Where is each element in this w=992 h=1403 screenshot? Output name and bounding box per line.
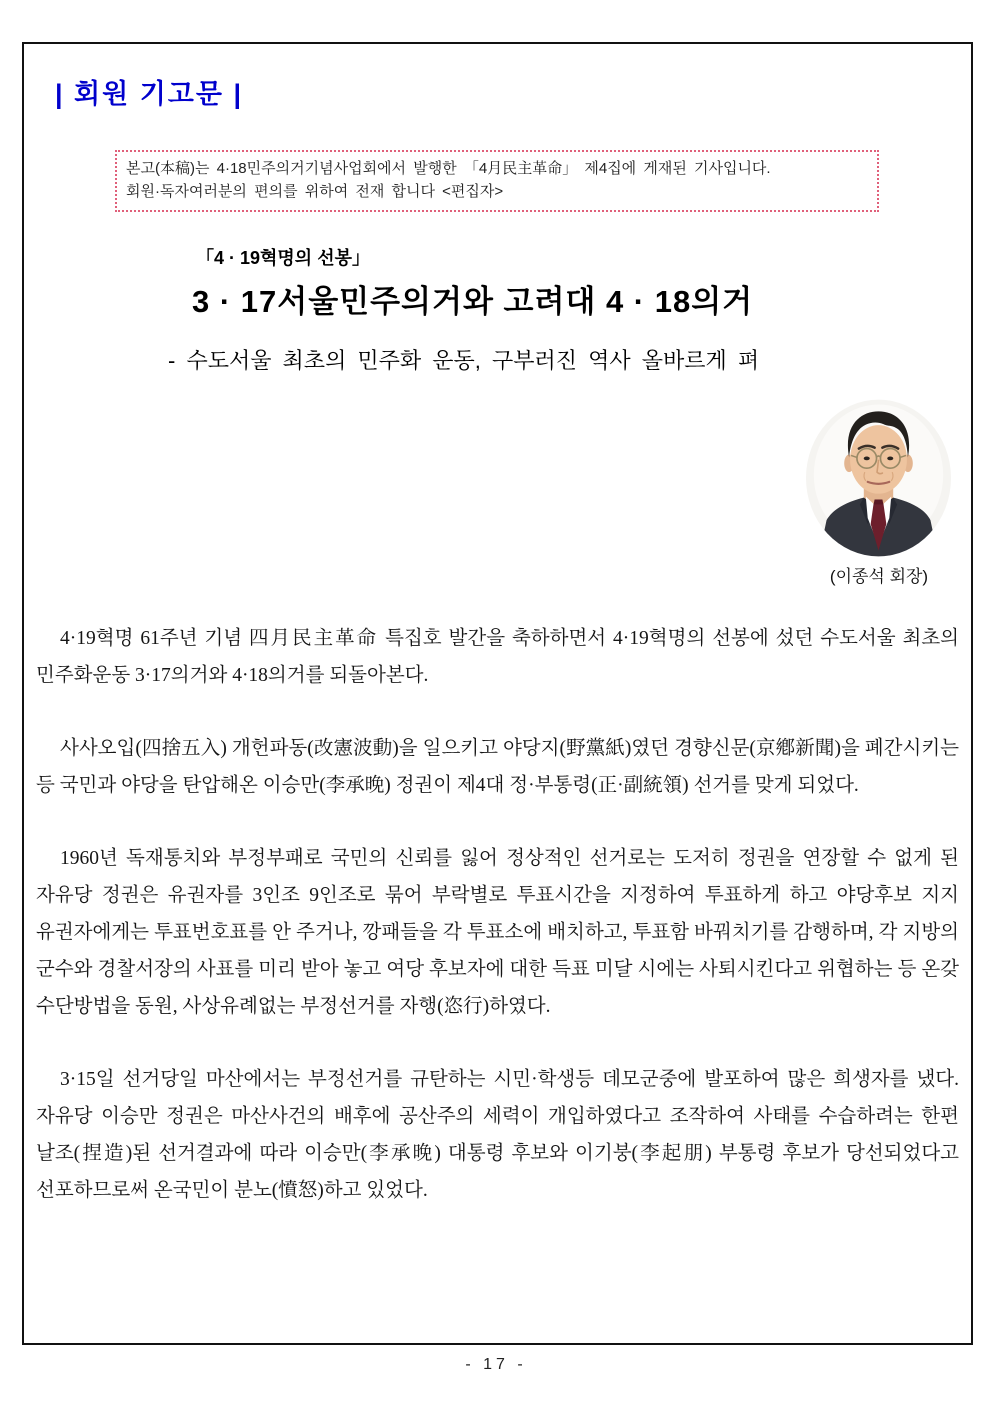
article-body (36, 620, 959, 1245)
portrait-illustration (805, 398, 952, 558)
article-kicker: 「4 · 19혁명의 선봉」 (196, 248, 370, 268)
article-subtitle: - 수도서울 최초의 민주화 운동, 구부러진 역사 올바르게 펴 (168, 348, 760, 373)
page-number: - 17 - (465, 1356, 527, 1373)
paragraph-4: 3·15일 선거당일 마산에서는 부정선거를 규탄하는 시민·학생등 데모군중에 발포하여 많은 희생자를 냈다. 자유당 이승만 정권은 마산사건의 배후에 공산주의 세력이 개입하였다고 조작하여 사태를 수습하려는 한편 날조(捏造)된 선거결과에 따라 이승만(李承晚) 대통령 후보와 이기붕(李起朋) 부통령 후보가 당선되었다고 선포하므로써 온국민이 분노(憤怒)하고 있었다. (36, 1069, 959, 1201)
paragraph-1: 4·19혁명 61주년 기념 四月民主革命 특집호 발간을 축하하면서 4·19혁명의 선봉에 섰던 수도서울 최초의 민주화운동 3·17의거와 4·18의거를 되돌아본다. (36, 628, 959, 686)
paragraph-3: 1960년 독재통치와 부정부패로 국민의 신뢰를 잃어 정상적인 선거로는 도저히 정권을 연장할 수 없게 된 자유당 정권은 유권자를 3인조 9인조로 묶어 부락별로 투표시간을 지정하여 투표하게 하고 야당후보 지지 유권자에게는 투표번호표를 안 주거나, 깡패들을 각 투표소에 배치하고, 투표함 바꿔치기를 감행하며, 각 지방의 군수와 경찰서장의 사표를 미리 받아 놓고 여당 후보자에 대한 득표 미달 시에는 사퇴시킨다고 위협하는 등 온갖 수단방법을 동원, 사상유례없는 부정선거를 자행(恣行)하였다. (36, 848, 959, 1017)
article-title: 3 · 17서울민주의거와 고려대 4 · 18의거 (192, 284, 754, 319)
page-border-frame (22, 42, 973, 1345)
editor-notice-box (115, 150, 879, 212)
photo-caption: (이종석 회장) (829, 567, 929, 586)
chairman-portrait-photo (805, 398, 952, 558)
notice-line-2: 회원·독자여러분의 편의를 위하여 전재 합니다 <편집자> (126, 183, 504, 200)
section-header: | 회원 기고문 | (55, 79, 244, 109)
paragraph-2: 사사오입(四捨五入) 개헌파동(改憲波動)을 일으키고 야당지(野黨紙)였던 경향신문(京鄕新聞)을 폐간시키는 등 국민과 야당을 탄압해온 이승만(李承晚) 정권이 제4대 정·부통령(正·副統領) 선거를 맞게 되었다. (36, 738, 959, 796)
notice-line-1: 본고(本稿)는 4·18민주의거기념사업회에서 발행한 「4月民主革命」 제4집에 게재된 기사입니다. (126, 160, 771, 177)
